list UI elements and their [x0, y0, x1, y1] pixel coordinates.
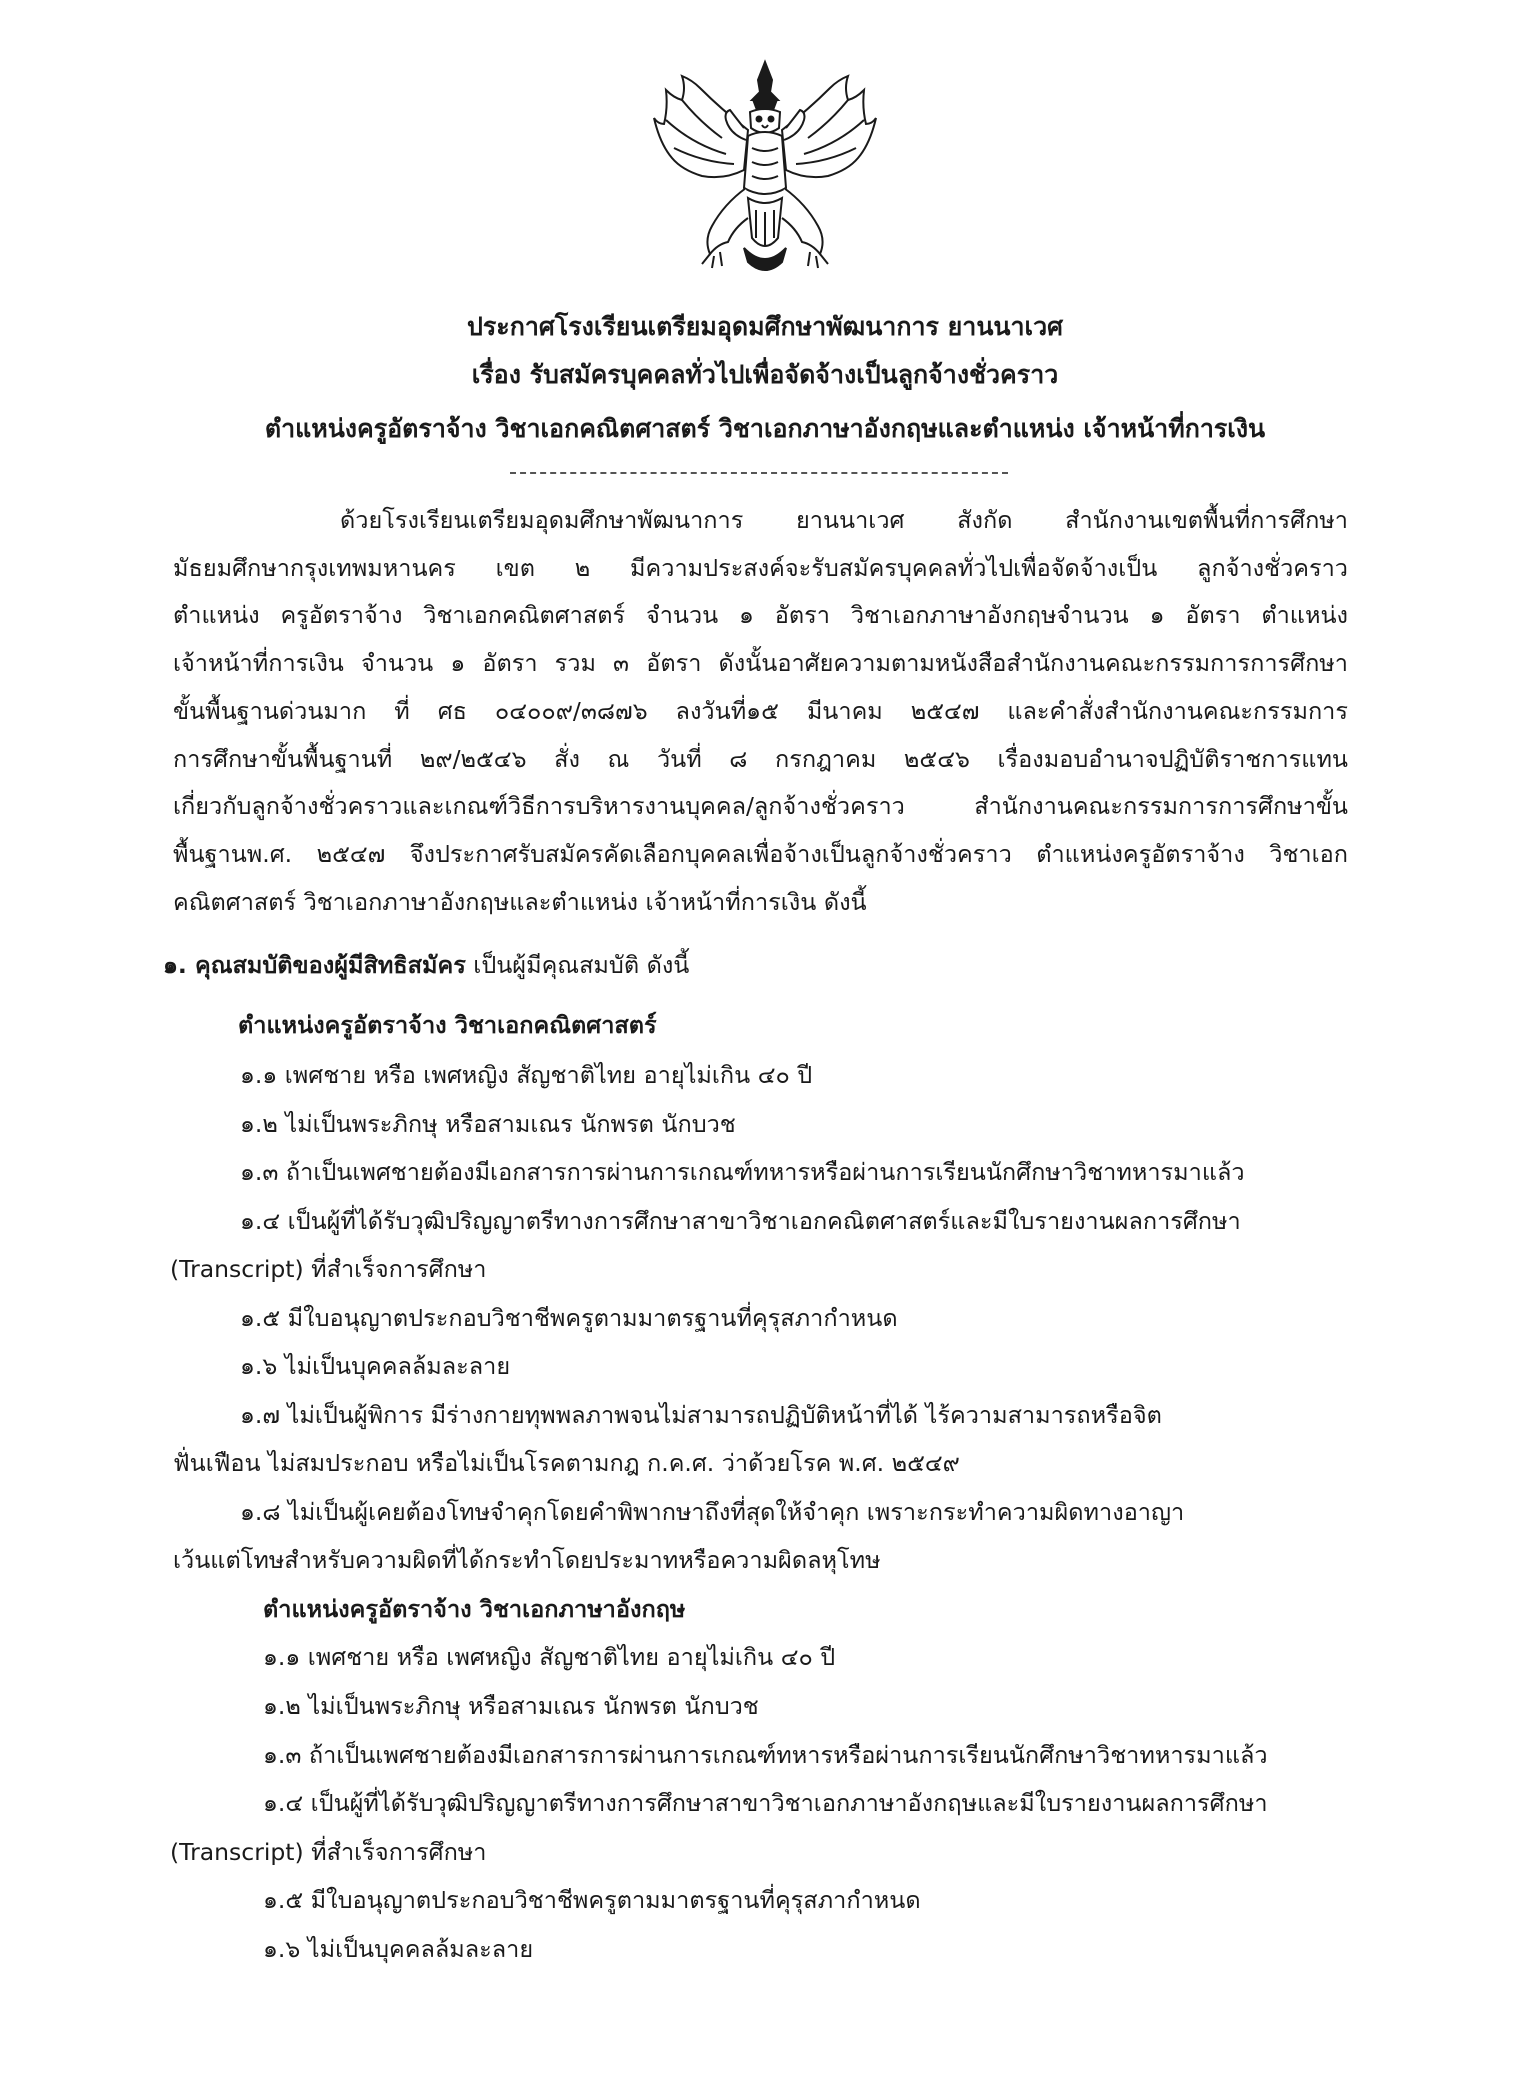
intro-line: ตำแหน่ง ครูอัตราจ้าง วิชาเอกคณิตศาสตร์ จำนวน ๑ อัตรา วิชาเอกภาษาอังกฤษจำนวน ๑ อัตรา ตำแหน่ง [173, 601, 1348, 629]
qualification-item: ๑.๑ เพศชาย หรือ เพศหญิง สัญชาติไทย อายุไม่เกิน ๔๐ ปี [263, 1643, 836, 1671]
intro-line: คณิตศาสตร์ วิชาเอกภาษาอังกฤษและตำแหน่ง เจ้าหน้าที่การเงิน ดังนี้ [173, 888, 867, 916]
garuda-emblem-icon [652, 58, 878, 280]
intro-line: ขั้นพื้นฐานด่วนมาก ที่ ศธ ๐๔๐๐๙/๓๘๗๖ ลงวันที่๑๕ มีนาคม ๒๕๔๗ และคำสั่งสำนักงานคณะกรรมการ [173, 697, 1348, 725]
intro-line: เจ้าหน้าที่การเงิน จำนวน ๑ อัตรา รวม ๓ อัตรา ดังนั้นอาศัยความตามหนังสือสำนักงานคณะกรรมการการศึกษา [173, 649, 1348, 677]
intro-line: การศึกษาขั้นพื้นฐานที่ ๒๙/๒๕๔๖ สั่ง ณ วันที่ ๘ กรกฎาคม ๒๕๔๖ เรื่องมอบอำนาจปฏิบัติราชการแทน [173, 745, 1348, 773]
qualification-item: ๑.๔ เป็นผู้ที่ได้รับวุฒิปริญญาตรีทางการศึกษาสาขาวิชาเอกภาษาอังกฤษและมีใบรายงานผลการศึกษา [263, 1789, 1268, 1817]
qualification-item: ๑.๖ ไม่เป็นบุคคลล้มละลาย [240, 1352, 511, 1380]
qualification-item: ๑.๖ ไม่เป็นบุคคลล้มละลาย [263, 1935, 534, 1963]
qualification-item: ๑.๕ มีใบอนุญาตประกอบวิชาชีพครูตามมาตรฐานที่คุรุสภากำหนด [240, 1304, 898, 1332]
intro-line: พื้นฐานพ.ศ. ๒๕๔๗ จึงประกาศรับสมัครคัดเลือกบุคคลเพื่อจ้างเป็นลูกจ้างชั่วคราว ตำแหน่งครูอัตราจ้าง วิชาเอก [173, 840, 1348, 868]
announcement-subject: เรื่อง รับสมัครบุคคลทั่วไปเพื่อจัดจ้างเป็นลูกจ้างชั่วคราว [471, 360, 1059, 389]
qualification-item: ๑.๗ ไม่เป็นผู้พิการ มีร่างกายทุพพลภาพจนไม่สามารถปฏิบัติหน้าที่ได้ ไร้ความสามารถหรือจิต [240, 1401, 1162, 1429]
qualification-item: ๑.๒ ไม่เป็นพระภิกษุ หรือสามเณร นักพรต นักบวช [263, 1692, 759, 1720]
qualification-item: ๑.๓ ถ้าเป็นเพศชายต้องมีเอกสารการผ่านการเกณฑ์ทหารหรือผ่านการเรียนนักศึกษาวิชาทหารมาแล้ว [263, 1741, 1268, 1769]
announcement-title: ประกาศโรงเรียนเตรียมอุดมศึกษาพัฒนาการ ยานนาเวศ [467, 312, 1063, 341]
section-heading [163, 950, 689, 980]
qualification-item: ๑.๕ มีใบอนุญาตประกอบวิชาชีพครูตามมาตรฐานที่คุรุสภากำหนด [263, 1886, 921, 1914]
position-heading-english: ตำแหน่งครูอัตราจ้าง วิชาเอกภาษาอังกฤษ [263, 1595, 686, 1623]
intro-line: ด้วยโรงเรียนเตรียมอุดมศึกษาพัฒนาการ ยานนาเวศ สังกัด สำนักงานเขตพื้นที่การศึกษา [340, 506, 1348, 534]
qualification-item-cont: (Transcript) ที่สำเร็จการศึกษา [170, 1838, 487, 1866]
heading-divider [510, 472, 1008, 474]
qualification-item: ๑.๑ เพศชาย หรือ เพศหญิง สัญชาติไทย อายุไม่เกิน ๔๐ ปี [240, 1061, 813, 1089]
intro-line: เกี่ยวกับลูกจ้างชั่วคราวและเกณฑ์วิธีการบริหารงานบุคคล/ลูกจ้างชั่วคราว สำนักงานคณะกรรมการการศึกษาขั้น [173, 792, 1348, 820]
qualification-item: ๑.๘ ไม่เป็นผู้เคยต้องโทษจำคุกโดยคำพิพากษาถึงที่สุดให้จำคุก เพราะกระทำความผิดทางอาญา [240, 1498, 1185, 1526]
announcement-positions: ตำแหน่งครูอัตราจ้าง วิชาเอกคณิตศาสตร์ วิชาเอกภาษาอังกฤษและตำแหน่ง เจ้าหน้าที่การเงิน [264, 414, 1266, 443]
section-heading-rest: เป็นผู้มีคุณสมบัติ ดังนี้ [465, 951, 690, 979]
section-heading-bold: ๑. คุณสมบัติของผู้มีสิทธิสมัคร [163, 951, 466, 979]
qualification-item: ๑.๒ ไม่เป็นพระภิกษุ หรือสามเณร นักพรต นักบวช [240, 1110, 736, 1138]
intro-line: มัธยมศึกษากรุงเทพมหานคร เขต ๒ มีความประสงค์จะรับสมัครบุคคลทั่วไปเพื่อจัดจ้างเป็น ลูกจ้างชั่วคราว [173, 554, 1348, 582]
qualification-item-cont: ฟั่นเฟือน ไม่สมประกอบ หรือไม่เป็นโรคตามกฎ ก.ค.ศ. ว่าด้วยโรค พ.ศ. ๒๕๔๙ [173, 1449, 960, 1477]
qualification-item: ๑.๓ ถ้าเป็นเพศชายต้องมีเอกสารการผ่านการเกณฑ์ทหารหรือผ่านการเรียนนักศึกษาวิชาทหารมาแล้ว [240, 1158, 1245, 1186]
qualification-item-cont: (Transcript) ที่สำเร็จการศึกษา [170, 1255, 487, 1283]
position-heading-math: ตำแหน่งครูอัตราจ้าง วิชาเอกคณิตศาสตร์ [238, 1011, 657, 1039]
qualification-item-cont: เว้นแต่โทษสำหรับความผิดที่ได้กระทำโดยประมาทหรือความผิดลหุโทษ [173, 1546, 881, 1574]
qualification-item: ๑.๔ เป็นผู้ที่ได้รับวุฒิปริญญาตรีทางการศึกษาสาขาวิชาเอกคณิตศาสตร์และมีใบรายงานผลการศึกษา [240, 1207, 1241, 1235]
